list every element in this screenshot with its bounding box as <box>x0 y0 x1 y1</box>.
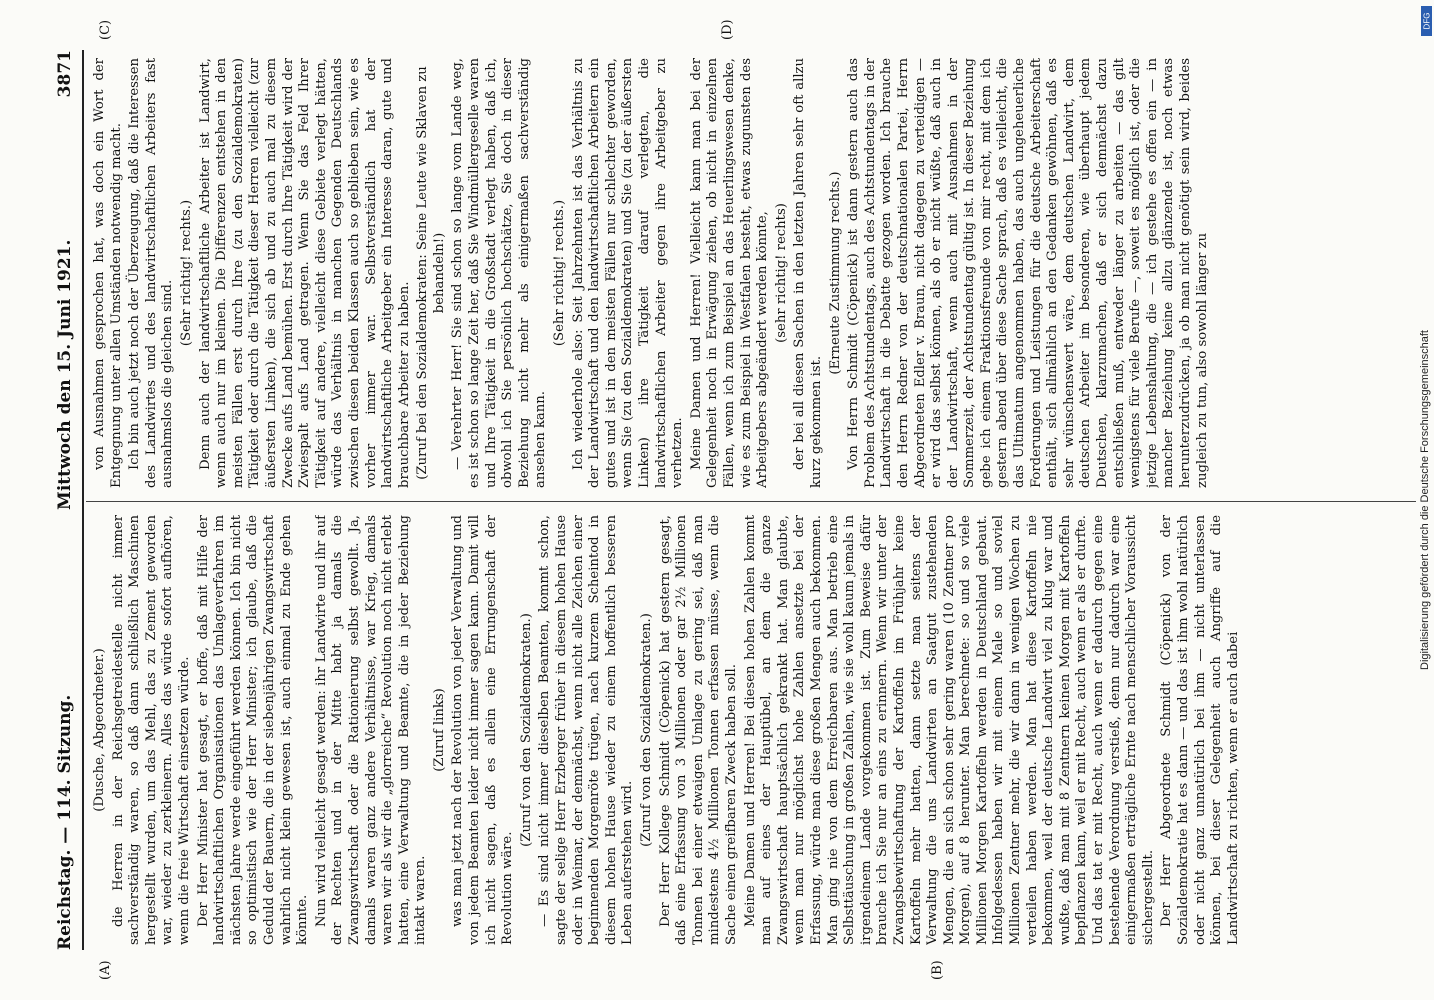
margin-mark-a: (A) <box>98 960 113 980</box>
paragraph: (Zuruf von den Sozialdemokraten.) <box>518 613 534 847</box>
paragraph: (Zuruf links) <box>431 688 447 772</box>
header-rule <box>82 50 84 950</box>
paragraph: (Zuruf von den Sozialdemokraten.) <box>639 613 654 847</box>
paragraph: Meine Damen und Herren! Bei diesen hohen Zahlen kommt man auf eines der Hauptübel, an dem die ganze Zwangswirtschaft hauptsächlich gekrankt hat. Man glaubte, wenn man nur möglichst hohe Zahlen ansetzte bei der Erfassung, würde man diese großen Mengen auch bekommen. Man ging nie von dem Erreichbaren aus. Man betrieb eine Selbsttäuschung in großen Zahlen, wie sie wohl kaum jemals in irgendeinem Lande vorgekommen ist. Zum Beweise dafür brauche ich Sie nur an eins zu erinnern. Wenn wir unter der Zwangsbewirtschaftung der Kartoffeln im Frühjahr keine Kartoffeln mehr hatten, dann setzte man seitens der Verwaltung die uns Landwirten an Saatgut zustehenden Mengen, die an sich schon sehr gering waren (10 Zentner pro Morgen), auf 8 herunter. Man berechnete: so und so viele Millionen Morgen Kartoffeln werden in Deutschland gebaut. Infolgedessen haben wir mit einem Male so und soviel Millionen Zentner mehr, die wir dann in wenigen Wochen zu verteilen haben werden. Man hat diese Kartoffeln nie bekommen, weil der deutsche Landwirt viel zu klug war und wußte, daß man mit 8 Zentnern keinen Morgen mit Kartoffeln bepflanzen kann, weil er mit Recht, auch wenn er als er durfte. Und das tat er mit Recht, auch wenn er dadurch gegen eine bestehende Verordnung verstieß, denn nur dadurch war eine einigermaßen erträgliche Ernte nach menschlicher Voraussicht sichergestellt. <box>742 515 1156 945</box>
right-column <box>92 58 1412 488</box>
paragraph: von Ausnahmen gesprochen hat, was doch ein Wort der Entgegnung unter allen Umständen notwendig macht. <box>92 58 124 488</box>
paragraph: (Zuruf bei den Sozialdemokraten: Seine Leute wie Sklaven zu behandeln!) <box>415 66 447 480</box>
paragraph: Ich bin auch jetzt noch der Überzeugung, daß die Interessen des Landwirtes und des landwirtschaftlichen Arbeiters fast ausnahmslos die gleichen sind. <box>127 58 176 488</box>
paragraph: was man jetzt nach der Revolution von jeder Verwaltung und von jedem Beamten leider nicht immer sagen kann. Damit will ich nicht sagen, daß es allein eine Errungenschaft der Revolution wäre. <box>450 515 516 945</box>
column-divider <box>86 501 1416 502</box>
digitization-credit <box>1418 10 1432 990</box>
margin-mark-b: (B) <box>930 960 945 980</box>
paragraph: (sehr richtig! rechts) <box>773 203 789 343</box>
page-number: 3871 <box>55 50 75 98</box>
left-column <box>92 515 1412 945</box>
header-date: Mittwoch den 15. Juni 1921. <box>55 239 75 510</box>
paragraph: Denn auch der landwirtschaftliche Arbeiter ist Landwirt, wenn auch nur im kleinen. Die Differenzen entstehen in den meisten Fällen erst durch Ihre (zu den Sozialdemokraten) Tätigkeit oder durch die Tätigkeit dieser Herren vielleicht (zur äußersten Linken), die sich ab und zu auch mal zu diesem Zwecke aufs Land bemühen. Erst durch Ihre Tätigkeit wird der Zwiespalt aufs Land getragen. Wenn Sie das Feld Ihrer Tätigkeit auf andere, vielleicht diese Gebiete verlegt hätten, würde das Verhältnis in manchen Gegenden Deutschlands zwischen diesen beiden Klassen auch so geblieben sein, wie es vorher immer war. Selbstverständlich hat der landwirtschaftliche Arbeitgeber ein Interesse daran, gute und brauchbare Arbeiter zu haben. <box>197 58 412 488</box>
paragraph: (Sehr richtig! rechts.) <box>552 199 568 347</box>
paragraph: (Sehr richtig! rechts.) <box>178 199 194 347</box>
margin-mark-c: (C) <box>98 19 113 40</box>
paragraph: — Es sind nicht immer dieselben Beamten, kommt schon, sagte der selige Herr Erzberger früher in diesem hohen Hause oder in Weimar, der demnächst, wenn nicht alle Zeichen einer beginnenden Morgenröte trügen, nach kurzem Scheintod in diesem hohen Hause wieder zu einem hoffentlich besseren Leben auferstehen wird. <box>537 515 636 945</box>
paragraph: der bei all diesen Sachen in den letzten Jahren sehr oft allzu kurz gekommen ist. <box>792 58 824 488</box>
paragraph: Der Herr Minister hat gesagt, er hoffe, daß mit Hilfe der landwirtschaftlichen Organisationen das Umlageverfahren im nächsten Jahre werde eingeführt werden können. Ich bin nicht so optimistisch wie der Herr Minister; ich glaube, daß die Geduld der Bauern, die in der siebenjährigen Zwangswirtschaft wahrlich nicht klein gewesen ist, auch einmal zu Ende gehen könnte. <box>195 515 311 945</box>
paragraph: Meine Damen und Herren! Vielleicht kann man bei der Gelegenheit noch in Erwägung ziehen, ob nicht in einzelnen Fällen, wenn ich zum Beispiel an das Heuerlingswesen denke, wie es zum Beispiel in Westfalen besteht, etwas zugunsten des Arbeitgebers abgeändert werden könnte, <box>688 58 771 488</box>
paragraph: die Herren in der Reichsgetreidestelle nicht immer sachverständig waren, so daß dann schließlich Maschinen hergestellt wurden, um das Mehl, das zu Zement geworden war, wieder zu zerkleinern. Alles das würde sofort aufhören, wenn die freie Wirtschaft einsetzen würde. <box>110 515 192 945</box>
digitization-credit-text: Digitalisierung gefördert durch die Deutsche Forschungsgemeinschaft <box>1419 330 1431 670</box>
page-header <box>55 50 79 950</box>
dfg-logo-icon <box>1421 6 1432 36</box>
paragraph: Nun wird vielleicht gesagt werden: ihr Landwirte und ihr auf der Rechten und in der Mitte habt ja damals die Zwangswirtschaft oder die Rationierung selbst gewollt. Ja, damals waren ganz andere Verhältnisse, war Krieg, damals waren wir als wir die „glorreiche“ Revolution noch nicht erlebt hatten, eine Verwaltung und Beamte, die in jeder Beziehung intakt waren. <box>313 515 429 945</box>
header-session: Reichstag. — 114. Sitzung. <box>55 694 75 950</box>
paragraph: (Dusche, Abgeordneter.) <box>92 648 107 812</box>
paragraph: (Erneute Zustimmung rechts.) <box>827 171 843 375</box>
paragraph: — Verehrter Herr! Sie sind schon so lange vom Lande weg, es ist schon so lange Zeit her, daß Sie Windmüllergeselle waren und Ihre Tätigkeit in die Großstadt verlegt haben, daß ich, obwohl ich Sie persönlich hochschätze, Sie doch in dieser Beziehung nicht mehr als einigermaßen sachverständig ansehen kann. <box>450 58 549 488</box>
dfg-logo-text: DFG <box>1422 12 1431 30</box>
paragraph: Von Herrn Schmidt (Cöpenick) ist dann gestern auch das Problem des Achtstundentags, auch des Achtstundentags in der Landwirtschaft in die Debatte gezogen worden. Ich brauche den Herrn Redner von der deutschnationalen Partei, Herrn Abgeordneten Edler v. Braun, nicht dagegen zu verteidigen — er wird das selbst können, als ob er nicht wüßte, daß auch in der Landwirtschaft, wenn auch mit Ausnahmen in der Sommerzeit, der Achtstundentag gültig ist. In dieser Beziehung gebe ich einem Fraktionsfreunde von mir recht, mit dem ich gestern abend über diese Sache sprach, daß es vielleicht, die das Ultimatum angenommen haben, das auch ungeheuerliche Forderungen und Leistungen für die deutsche Arbeiterschaft enthält, sich allmählich an den Gedanken gewöhnen, daß es sehr wünschenswert wäre, dem deutschen Landwirt, dem deutschen Arbeiter im besonderen, wie überhaupt jedem Deutschen, klarzumachen, daß er sich demnächst dazu entschließen muß, entweder länger zu arbeiten — das gilt wenigstens für viele Berufe —, soweit es möglich ist, oder die jetzige Lebenshaltung, die — ich gestehe es offen ein — in mancher Beziehung keine allzu glänzende ist, noch etwas herunterzudrücken, ja ob man nicht genötigt sein wird, beides zugleich zu tun, also sowohl länger zu <box>846 58 1210 488</box>
margin-mark-d: (D) <box>720 19 735 40</box>
paragraph: Der Herr Kollege Schmidt (Cöpenick) hat gestern gesagt, daß eine Erfassung von 3 Millionen oder gar 2½ Millionen Tonnen bei einer etwaigen Umlage zu gering sei, daß man mindestens 4½ Millionen Tonnen erfassen müsse, wenn die Sache einen greifbaren Zweck haben soll. <box>657 515 739 945</box>
paragraph: Ich wiederhole also: Seit Jahrzehnten ist das Verhältnis zu der Landwirtschaft und den landwirtschaftlichen Arbeitern ein gutes und ist in den meisten Fällen nur schlechter geworden, wenn Sie (zu den Sozialdemokraten) und Sie (zu der äußersten Linken) ihre Tätigkeit darauf verlegten, die landwirtschaftlichen Arbeiter gegen ihre Arbeitgeber zu verhetzen. <box>570 58 686 488</box>
paragraph: Der Herr Abgeordnete Schmidt (Cöpenick) von der Sozialdemokratie hat es dann — und das ist ihm wohl natürlich oder nicht ganz unnatürlich bei ihm — nicht unterlassen können, bei dieser Gelegenheit auch Angriffe auf die Landwirtschaft zu richten, wenn er auch dabei <box>1159 515 1241 945</box>
